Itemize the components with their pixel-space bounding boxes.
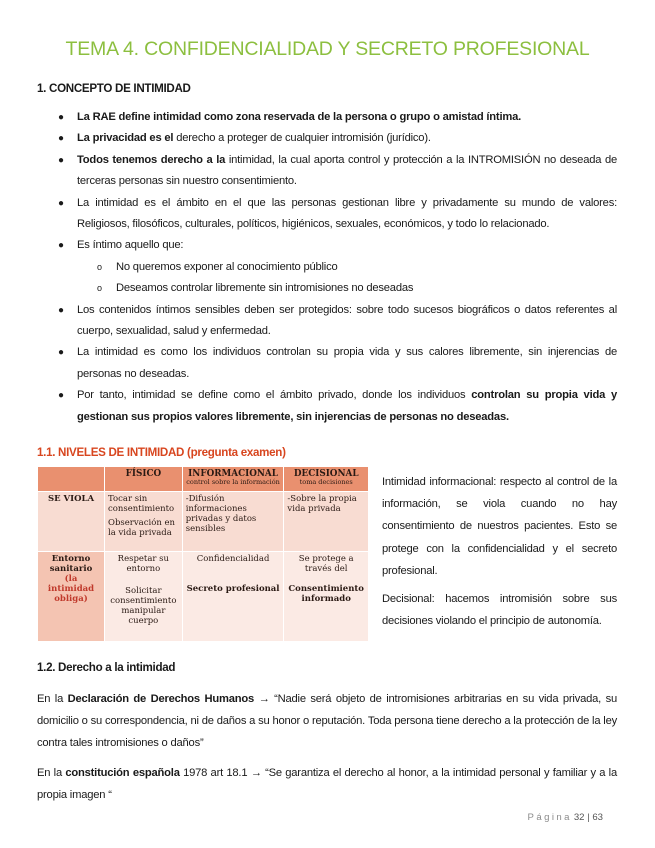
table-cell	[182, 491, 284, 551]
paragraph-bold-text: constitución española	[65, 767, 180, 779]
sub-list-item	[37, 257, 617, 278]
list-item	[37, 385, 617, 428]
section-heading-derecho: 1.2. Derecho a la intimidad	[37, 661, 176, 674]
cell-text: Secreto profesional	[186, 583, 280, 594]
levels-explanation	[382, 471, 617, 638]
table-row	[38, 551, 369, 641]
section-heading-concepto: 1. CONCEPTO DE INTIMIDAD	[37, 82, 191, 95]
bullet-text: La intimidad es el ámbito en el que las personas gestionan libre y privadamente su mundo de valores: Religiosos, filosóficos, culturales, políticos, higiénicos, sexuales, económicos, y todo lo relacionado.	[77, 196, 617, 231]
bullet-icon: ●	[58, 112, 64, 123]
bullet-icon: ●	[58, 154, 64, 166]
column-header-fisico	[105, 467, 183, 492]
bullet-text: Es íntimo aquello que:	[77, 239, 184, 252]
bullet-text: intimidad, la cual aporta control y protección a la INTROMISIÓN no deseada de terceras personas sin nuestro consentimiento.	[77, 153, 617, 188]
bullet-icon: ●	[58, 197, 64, 209]
paragraph-bold-text: Declaración de Derechos Humanos	[67, 693, 255, 705]
footer-label: Página	[527, 812, 572, 823]
paragraph: Intimidad informacional: respecto al control de la información, se viola cuando no hay consentimiento de nuestros pacientes. Esto se protege con la confidencialidad y el secreto profesional.	[382, 476, 617, 577]
row-header-se-viola	[38, 491, 105, 551]
bullet-text: La intimidad es como los individuos controlan su propia vida y sus calores libremente, sin injerencias de personas no deseadas.	[77, 346, 617, 380]
list-item	[37, 128, 617, 149]
column-header-informacional	[182, 467, 284, 492]
paragraph-text: En la	[37, 693, 68, 705]
sub-item-text: No queremos exponer al conocimiento público	[116, 260, 338, 273]
paragraph-text: 1978 art 18.1 → “Se garantiza el derecho al honor, a la intimidad personal y familiar y a la propia imagen “	[37, 767, 617, 802]
bullet-bold-text: controlan su propia vida y gestionan sus propios valores libremente, sin injerencias de personas no deseadas.	[77, 389, 617, 423]
bullet-icon: ●	[58, 390, 64, 402]
cell-text: Consentimiento informado	[288, 583, 364, 604]
list-item	[37, 342, 617, 385]
bullet-text: derecho a proteger de cualquier intromisión (jurídico).	[173, 132, 431, 145]
list-item	[37, 193, 617, 236]
paragraph-constitucion	[37, 762, 617, 806]
table-cell	[105, 551, 183, 641]
cell-text: -Sobre la propia vida privada	[287, 493, 357, 514]
cell-text: Tocar sin consentimiento	[108, 493, 175, 514]
column-header-note: control sobre la información	[186, 478, 280, 486]
column-header-label: INFORMACIONAL	[188, 469, 278, 479]
table-cell	[182, 551, 284, 641]
page-number: 32 | 63	[573, 812, 603, 823]
column-header-decisional	[284, 467, 369, 492]
table-row	[38, 491, 369, 551]
table-cell	[284, 491, 369, 551]
bullet-icon: ●	[58, 304, 64, 316]
bullet-icon: ●	[58, 347, 64, 359]
column-header-label: DECISIONAL	[293, 469, 359, 479]
table-cell	[105, 491, 183, 551]
column-header-label: FÍSICO	[125, 469, 162, 479]
paragraph-text: En la	[37, 767, 66, 779]
bullet-icon: ●	[58, 240, 64, 252]
row-header-label: Entorno sanitario	[49, 553, 93, 574]
bullet-bold-text: La privacidad es el	[77, 132, 174, 145]
table-cell	[284, 551, 369, 641]
bullet-icon: ●	[58, 133, 64, 145]
list-item	[37, 107, 617, 128]
row-header-note: (la intimidad obliga)	[47, 573, 95, 604]
cell-text: Confidencialidad	[196, 553, 270, 564]
column-header-note: toma decisiones	[299, 478, 353, 486]
cell-text: -Difusión informaciones privadas y datos sensibles	[185, 493, 257, 534]
intimacy-levels-table	[37, 466, 369, 642]
circle-bullet-icon: o	[97, 283, 102, 294]
list-item	[37, 300, 617, 343]
page-footer	[528, 812, 603, 823]
page-title: TEMA 4. CONFIDENCIALIDAD Y SECRETO PROFESIONAL	[65, 38, 590, 60]
sub-item-text: Deseamos controlar libremente sin intromisiones no deseadas	[116, 282, 414, 295]
cell-text: Solicitar consentimiento manipular cuerpo	[110, 585, 177, 626]
table-corner-cell	[38, 467, 105, 492]
bullet-bold-text: Todos tenemos derecho a la	[77, 153, 226, 166]
table-header-row	[38, 467, 369, 492]
bullet-text: La RAE define intimidad como zona reservada de la persona o grupo o amistad íntima.	[77, 111, 522, 123]
list-item	[37, 150, 617, 193]
list-item	[37, 235, 617, 256]
row-header-label: SE VIOLA	[47, 493, 95, 504]
sub-list-item	[37, 278, 617, 299]
section-heading-niveles: 1.1. NIVELES DE INTIMIDAD (pregunta examen)	[37, 446, 286, 459]
paragraph: Decisional: hacemos intromisión sobre sus decisiones violando el principio de autonomía.	[382, 593, 617, 628]
cell-text: Respetar su entorno	[117, 553, 170, 574]
circle-bullet-icon: o	[97, 261, 102, 272]
paragraph-text: → “Nadie será objeto de intromisiones arbitrarias en su vida privada, su domicilio o su correspondencia, ni de daños a su honor o reputación. Toda persona tiene derecho a la protección de la ley contra tales intromisiones o daños”	[37, 693, 617, 750]
bullet-text: Los contenidos íntimos sensibles deben ser protegidos: sobre todo sucesos biográficos o datos referentes al cuerpo, sexualidad, salud y enfermedad.	[77, 303, 617, 338]
cell-text: Se protege a través del	[298, 553, 354, 574]
paragraph-ddhh	[37, 688, 617, 755]
row-header-entorno-sanitario	[38, 551, 105, 641]
bullet-list	[37, 107, 617, 428]
cell-text: Observación en la vida privada	[108, 517, 176, 538]
bullet-text: Por tanto, intimidad se define como el ámbito privado, donde los individuos	[77, 389, 472, 402]
